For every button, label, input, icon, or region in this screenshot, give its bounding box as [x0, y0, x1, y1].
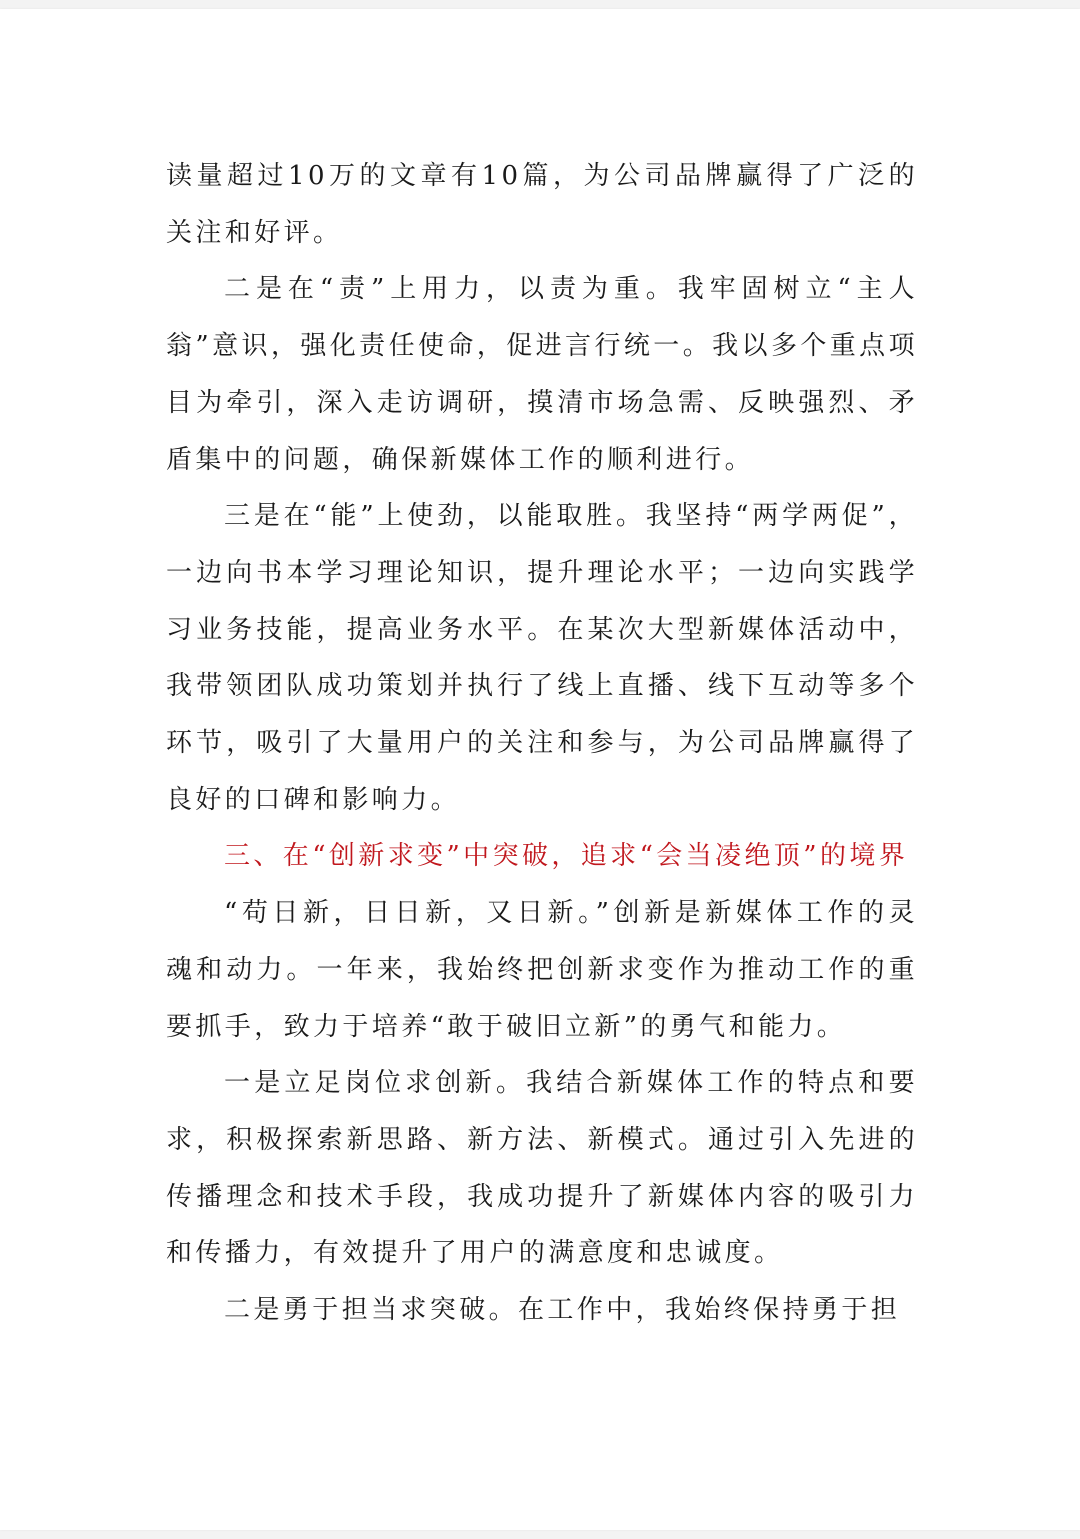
body-paragraph: 二是勇于担当求突破。在工作中，我始终保持勇于担	[224, 1295, 901, 1326]
document-content	[166, 148, 918, 1339]
body-paragraph: 二是在“责”上用力，以责为重。我牢固树立“主人翁”意识，强化责任使命，促进言行统一。我以多个重点项目为牵引，深入走访调研，摸清市场急需、反映强烈、矛盾集中的问题，确保新媒体工作的顺利进行。	[166, 274, 918, 475]
body-paragraph: 三是在“能”上使劲，以能取胜。我坚持“两学两促”，一边向书本学习理论知识，提升理论水平；一边向实践学习业务技能，提高业务水平。在某次大型新媒体活动中，我带领团队成功策划并执行了线上直播、线下互动等多个环节，吸引了大量用户的关注和参与，为公司品牌赢得了良好的口碑和影响力。	[166, 501, 918, 815]
body-paragraph: “苟日新，日日新，又日新。”创新是新媒体工作的灵魂和动力。一年来，我始终把创新求变作为推动工作的重要抓手，致力于培养“敢于破旧立新”的勇气和能力。	[166, 898, 918, 1042]
section-heading: 三、在“创新求变”中突破，追求“会当凌绝顶”的境界	[224, 841, 909, 872]
document-page	[0, 9, 1080, 1530]
body-paragraph: 读量超过10万的文章有10篇，为公司品牌赢得了广泛的关注和好评。	[166, 161, 918, 248]
body-paragraph: 一是立足岗位求创新。我结合新媒体工作的特点和要求，积极探索新思路、新方法、新模式。通过引入先进的传播理念和技术手段，我成功提升了新媒体内容的吸引力和传播力，有效提升了用户的满意度和忠诚度。	[166, 1068, 918, 1269]
